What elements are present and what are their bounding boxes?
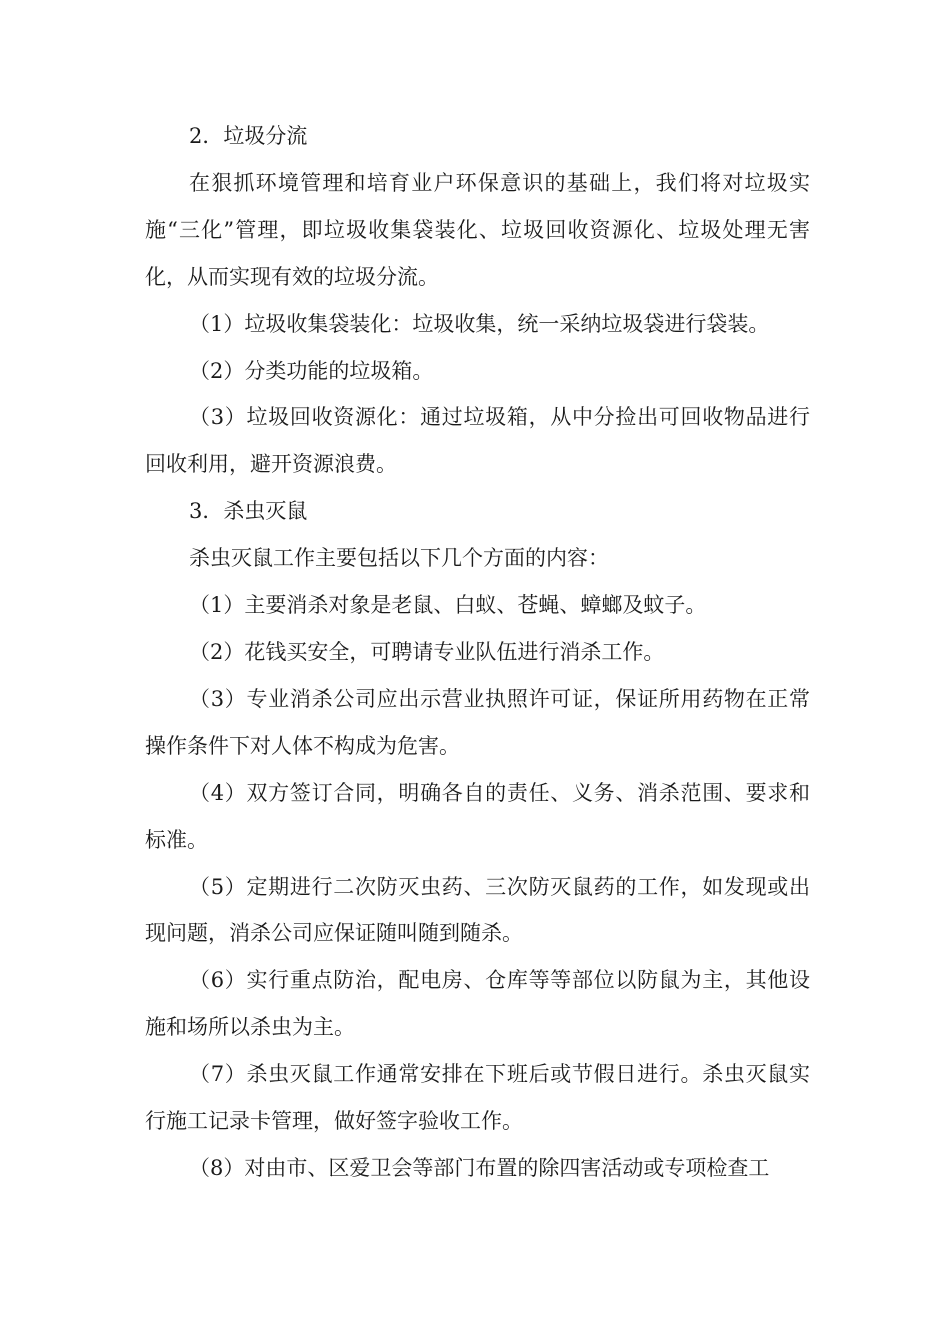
list-item-bagging: （1）垃圾收集袋装化：垃圾收集，统一采纳垃圾袋进行袋装。 xyxy=(189,311,770,336)
list-item-key-areas: （6）实行重点防治，配电房、仓库等等部位以防鼠为主，其他设施和场所以杀虫为主。 xyxy=(145,968,810,1040)
paragraph-three-modernizations: 在狠抓环境管理和培育业户环保意识的基础上，我们将对垃圾实施“三化”管理，即垃圾收集袋装化、垃圾回收资源化、垃圾处理无害化，从而实现有效的垃圾分流。 xyxy=(145,170,810,289)
list-item-targets: （1）主要消杀对象是老鼠、白蚁、苍蝇、蟑螂及蚊子。 xyxy=(189,593,707,618)
list-item-work-timing: （7）杀虫灭鼠工作通常安排在下班后或节假日进行。杀虫灭鼠实行施工记录卡管理，做好签字验收工作。 xyxy=(145,1062,810,1134)
section-heading-pest-control: 3．杀虫灭鼠 xyxy=(189,499,308,524)
list-item-recycling: （3）垃圾回收资源化：通过垃圾箱，从中分捡出可回收物品进行回收利用，避开资源浪费。 xyxy=(145,405,810,477)
list-item-contract: （4）双方签订合同，明确各自的责任、义务、消杀范围、要求和标准。 xyxy=(145,780,810,852)
section-heading-garbage-diversion: 2．垃圾分流 xyxy=(189,124,308,148)
list-item-scheduled-treatment: （5）定期进行二次防灭虫药、三次防灭鼠药的工作，如发现或出现问题，消杀公司应保证随叫随到随杀。 xyxy=(145,874,810,946)
document-body xyxy=(145,113,810,1192)
list-item-municipal-activities: （8）对由市、区爱卫会等部门布置的除四害活动或专项检查工 xyxy=(189,1155,770,1180)
paragraph-pest-control-intro: 杀虫灭鼠工作主要包括以下几个方面的内容： xyxy=(189,546,609,571)
list-item-license: （3）专业消杀公司应出示营业执照许可证，保证所用药物在正常操作条件下对人体不构成为危害。 xyxy=(145,686,810,758)
list-item-sorting-bins: （2）分类功能的垃圾箱。 xyxy=(189,358,434,383)
list-item-hire-professionals: （2）花钱买安全，可聘请专业队伍进行消杀工作。 xyxy=(189,639,665,664)
